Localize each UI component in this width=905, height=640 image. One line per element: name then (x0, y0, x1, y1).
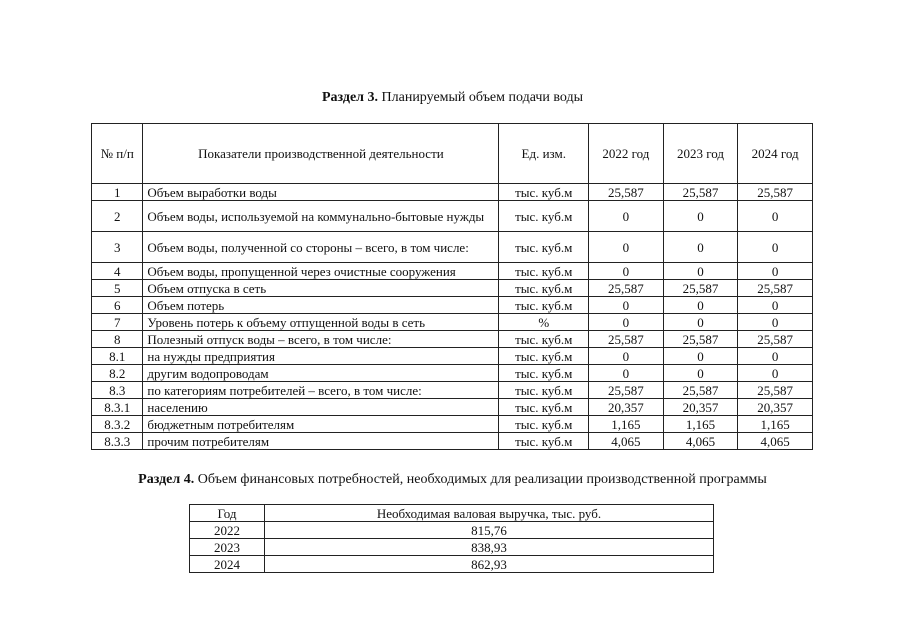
row-value-2022: 0 (589, 297, 664, 314)
row-value-2023: 25,587 (663, 382, 738, 399)
row-value-2023: 0 (663, 314, 738, 331)
section3-title-bold: Раздел 3. (321, 90, 379, 105)
row-value-2024: 0 (738, 314, 813, 331)
header-2022: 2022 год (589, 124, 664, 184)
row-value-2024: 0 (738, 348, 813, 365)
table-row (92, 232, 813, 263)
row-num: 8.3.1 (92, 399, 143, 416)
row-indicator: Объем воды, пропущенной через очистные сооружения (143, 263, 499, 280)
table-row (92, 297, 813, 314)
row-unit: тыс. куб.м (499, 399, 589, 416)
row-num: 2 (92, 201, 143, 232)
row-value-2022: 0 (589, 365, 664, 382)
row-value-2023: 1,165 (663, 416, 738, 433)
row-value-2022: 25,587 (589, 280, 664, 297)
table-row (92, 416, 813, 433)
row-unit: тыс. куб.м (499, 348, 589, 365)
table-row (92, 382, 813, 399)
row-value-2024: 20,357 (738, 399, 813, 416)
row-indicator: по категориям потребителей – всего, в том числе: (143, 382, 499, 399)
table-row (190, 539, 714, 556)
row-indicator: Объем воды, используемой на коммунально-бытовые нужды (143, 201, 499, 232)
table-row (92, 263, 813, 280)
row-value-2023: 0 (663, 348, 738, 365)
row-value-2022: 20,357 (589, 399, 664, 416)
row-value-2022: 0 (589, 201, 664, 232)
row-unit: тыс. куб.м (499, 280, 589, 297)
row-indicator: населению (143, 399, 499, 416)
row-indicator: Объем потерь (143, 297, 499, 314)
revenue-table-body (190, 522, 714, 573)
row-value-2023: 0 (663, 232, 738, 263)
row-value-2023: 25,587 (663, 331, 738, 348)
header-year: Год (190, 505, 265, 522)
section4-title (0, 472, 905, 488)
row-indicator: Объем воды, полученной со стороны – всего, в том числе: (143, 232, 499, 263)
row-value-2023: 25,587 (663, 184, 738, 201)
row-unit: тыс. куб.м (499, 201, 589, 232)
row-value-2024: 1,165 (738, 416, 813, 433)
row-value-2022: 25,587 (589, 331, 664, 348)
table-row (92, 331, 813, 348)
table-row (92, 201, 813, 232)
row-value-2023: 25,587 (663, 280, 738, 297)
row-value-2024: 0 (738, 263, 813, 280)
table-row (92, 348, 813, 365)
table-row (92, 365, 813, 382)
row-value-2024: 25,587 (738, 184, 813, 201)
row-unit: тыс. куб.м (499, 382, 589, 399)
row-value-2023: 0 (663, 263, 738, 280)
header-2024: 2024 год (738, 124, 813, 184)
table-row (190, 522, 714, 539)
row-num: 8 (92, 331, 143, 348)
row-indicator: на нужды предприятия (143, 348, 499, 365)
row-unit: тыс. куб.м (499, 433, 589, 450)
section3-title (0, 90, 905, 106)
row-unit: тыс. куб.м (499, 365, 589, 382)
section4-title-text: Объем финансовых потребностей, необходимых для реализации производственной программы (194, 472, 767, 487)
row-unit: тыс. куб.м (499, 232, 589, 263)
row-value-2022: 1,165 (589, 416, 664, 433)
water-supply-table (91, 123, 813, 450)
header-unit: Ед. изм. (499, 124, 589, 184)
header-2023: 2023 год (663, 124, 738, 184)
table-row (92, 280, 813, 297)
row-value-2024: 25,587 (738, 331, 813, 348)
table-row (190, 556, 714, 573)
row-indicator: Уровень потерь к объему отпущенной воды в сеть (143, 314, 499, 331)
table-row (92, 433, 813, 450)
row-num: 8.1 (92, 348, 143, 365)
table-header-row (190, 505, 714, 522)
row-indicator: другим водопроводам (143, 365, 499, 382)
row-indicator: бюджетным потребителям (143, 416, 499, 433)
row-value-2024: 0 (738, 232, 813, 263)
row-year: 2023 (190, 539, 265, 556)
row-unit: % (499, 314, 589, 331)
table-row (92, 314, 813, 331)
row-indicator: прочим потребителям (143, 433, 499, 450)
row-num: 8.3.2 (92, 416, 143, 433)
row-unit: тыс. куб.м (499, 297, 589, 314)
row-value-2024: 4,065 (738, 433, 813, 450)
row-revenue: 862,93 (265, 556, 714, 573)
row-value-2024: 0 (738, 297, 813, 314)
revenue-table (189, 504, 714, 573)
row-value-2022: 4,065 (589, 433, 664, 450)
row-num: 7 (92, 314, 143, 331)
row-value-2024: 25,587 (738, 382, 813, 399)
row-value-2024: 0 (738, 365, 813, 382)
table-header-row (92, 124, 813, 184)
row-unit: тыс. куб.м (499, 184, 589, 201)
row-revenue: 838,93 (265, 539, 714, 556)
section3-title-text: Планируемый объем подачи воды (378, 90, 584, 105)
table-row (92, 399, 813, 416)
row-indicator: Объем выработки воды (143, 184, 499, 201)
row-value-2023: 4,065 (663, 433, 738, 450)
row-num: 5 (92, 280, 143, 297)
row-unit: тыс. куб.м (499, 263, 589, 280)
row-num: 8.2 (92, 365, 143, 382)
row-value-2024: 0 (738, 201, 813, 232)
row-value-2022: 0 (589, 263, 664, 280)
header-num: № п/п (92, 124, 143, 184)
row-indicator: Полезный отпуск воды – всего, в том числе: (143, 331, 499, 348)
row-revenue: 815,76 (265, 522, 714, 539)
row-num: 3 (92, 232, 143, 263)
row-num: 8.3 (92, 382, 143, 399)
row-unit: тыс. куб.м (499, 331, 589, 348)
row-value-2022: 0 (589, 232, 664, 263)
row-value-2023: 20,357 (663, 399, 738, 416)
water-supply-table-body (92, 184, 813, 450)
row-value-2023: 0 (663, 365, 738, 382)
row-value-2024: 25,587 (738, 280, 813, 297)
row-value-2022: 0 (589, 314, 664, 331)
row-num: 4 (92, 263, 143, 280)
row-num: 6 (92, 297, 143, 314)
section4-title-bold: Раздел 4. (138, 472, 195, 487)
header-indicator: Показатели производственной деятельности (143, 124, 499, 184)
row-num: 1 (92, 184, 143, 201)
row-year: 2024 (190, 556, 265, 573)
row-num: 8.3.3 (92, 433, 143, 450)
row-unit: тыс. куб.м (499, 416, 589, 433)
row-value-2022: 25,587 (589, 382, 664, 399)
row-indicator: Объем отпуска в сеть (143, 280, 499, 297)
header-revenue: Необходимая валовая выручка, тыс. руб. (265, 505, 714, 522)
table-row (92, 184, 813, 201)
row-year: 2022 (190, 522, 265, 539)
row-value-2023: 0 (663, 201, 738, 232)
row-value-2022: 25,587 (589, 184, 664, 201)
row-value-2022: 0 (589, 348, 664, 365)
row-value-2023: 0 (663, 297, 738, 314)
